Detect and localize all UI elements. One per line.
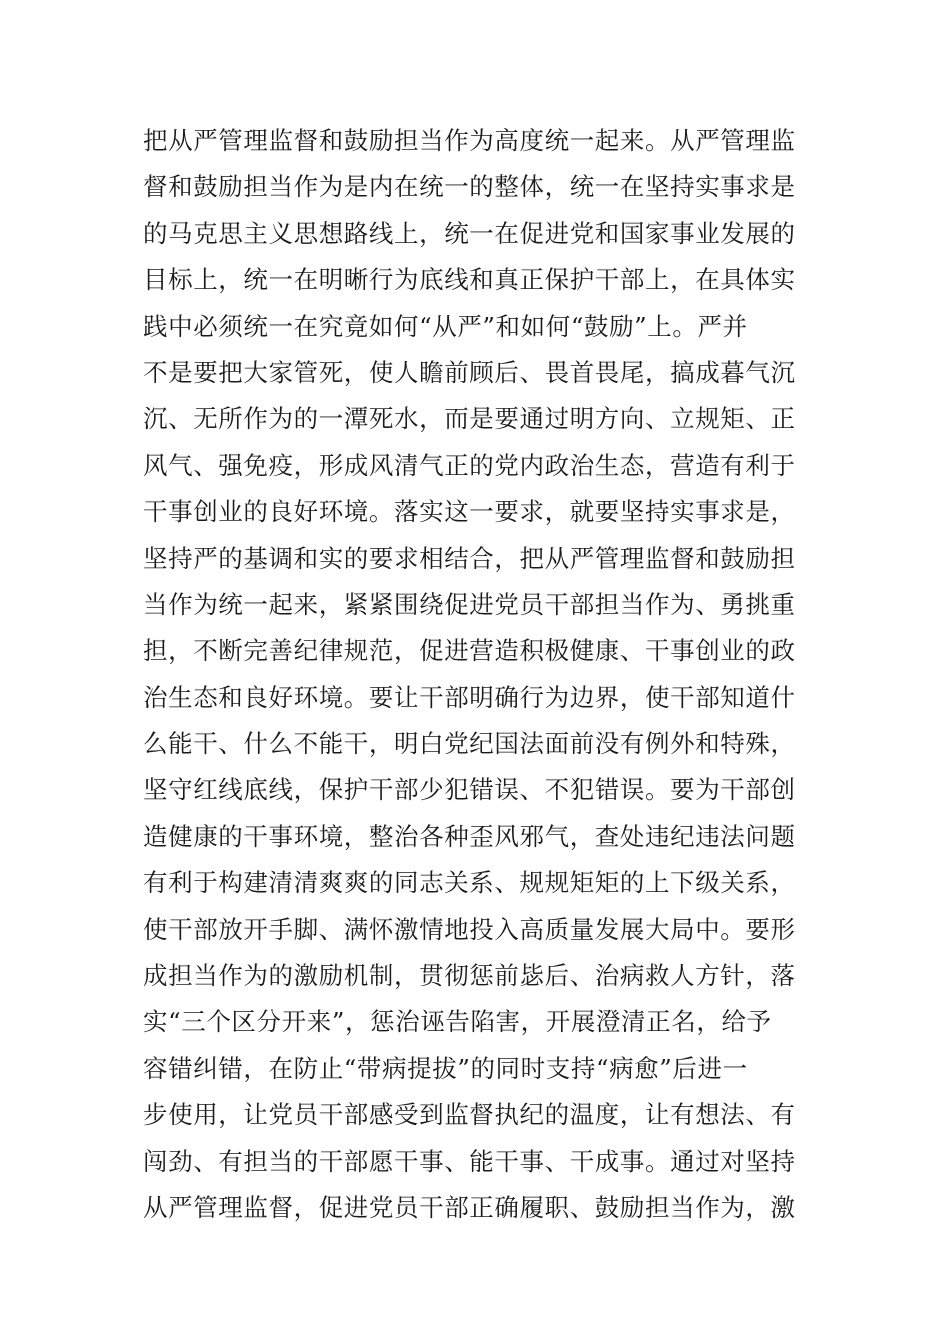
- text-line-16: 造健康的干事环境，整治各种歪风邪气，查处违纪违法问题: [143, 821, 796, 851]
- text-line-22: 步使用，让党员干部感受到监督执纪的温度，让有想法、有: [143, 1100, 796, 1130]
- text-line-23: 闯劲、有担当的干部愿干事、能干事、干成事。通过对坚持: [143, 1146, 796, 1176]
- text-line-2: 督和鼓励担当作为是内在统一的整体，统一在坚持实事求是: [143, 172, 796, 202]
- text-line-10: 坚持严的基调和实的要求相结合，把从严管理监督和鼓励担: [143, 543, 796, 573]
- text-line-12: 担，不断完善纪律规范，促进营造积极健康、干事创业的政: [143, 636, 796, 666]
- text-line-6: 不是要把大家管死，使人瞻前顾后、畏首畏尾，搞成暮气沉: [143, 357, 796, 387]
- text-line-8: 风气、强免疫，形成风清气正的党内政治生态，营造有利于: [143, 450, 796, 480]
- text-line-17: 有利于构建清清爽爽的同志关系、规规矩矩的上下级关系，: [143, 868, 796, 898]
- text-line-11: 当作为统一起来，紧紧围绕促进党员干部担当作为、勇挑重: [143, 589, 796, 619]
- text-line-15: 坚守红线底线，保护干部少犯错误、不犯错误。要为干部创: [143, 775, 796, 805]
- text-line-24: 从严管理监督，促进党员干部正确履职、鼓励担当作为，激: [143, 1192, 796, 1222]
- text-line-1: 把从严管理监督和鼓励担当作为高度统一起来。从严管理监: [143, 126, 796, 155]
- text-line-13: 治生态和良好环境。要让干部明确行为边界，使干部知道什: [143, 682, 796, 712]
- text-line-5: 践中必须统一在究竟如何“从严”和如何“鼓励”上。严并: [143, 311, 748, 341]
- text-line-18: 使干部放开手脚、满怀激情地投入高质量发展大局中。要形: [143, 914, 796, 944]
- text-line-4: 目标上，统一在明晰行为底线和真正保护干部上，在具体实: [143, 265, 796, 295]
- text-line-7: 沉、无所作为的一潭死水，而是要通过明方向、立规矩、正: [143, 404, 796, 434]
- text-line-9: 干事创业的良好环境。落实这一要求，就要坚持实事求是，: [143, 497, 796, 527]
- text-line-20: 实“三个区分开来”，惩治诬告陷害，开展澄清正名，给予: [143, 1007, 772, 1037]
- text-line-14: 么能干、什么不能干，明白党纪国法面前没有例外和特殊，: [143, 729, 796, 759]
- body-paragraph: [143, 118, 813, 1231]
- text-line-19: 成担当作为的激励机制，贯彻惩前毖后、治病救人方针，落: [143, 961, 796, 991]
- text-line-21: 容错纠错，在防止“带病提拔”的同时支持“病愈”后进一: [143, 1053, 748, 1083]
- text-line-3: 的马克思主义思想路线上，统一在促进党和国家事业发展的: [143, 218, 796, 248]
